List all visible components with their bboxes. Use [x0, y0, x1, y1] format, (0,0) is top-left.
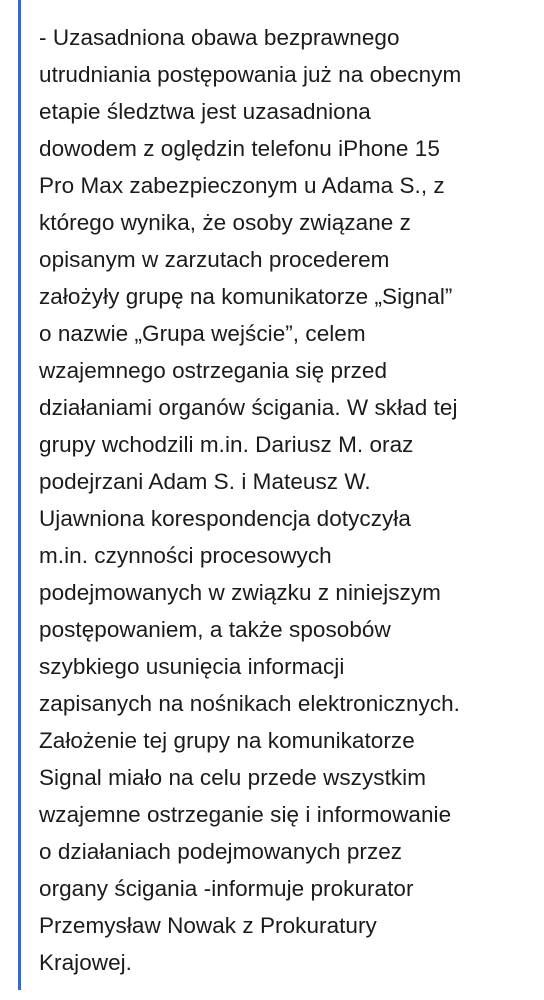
- quote-line: o nazwie „Grupa wejście”, celem: [39, 321, 366, 346]
- quote-line: podejmowanych w związku z niniejszym: [39, 580, 441, 605]
- quote-line: Signal miało na celu przede wszystkim: [39, 765, 427, 790]
- quote-line: o działaniach podejmowanych przez: [39, 839, 403, 864]
- quote-line: wzajemne ostrzeganie się i informowanie: [39, 802, 452, 827]
- quote-line: działaniami organów ścigania. W skład tej: [39, 395, 458, 420]
- quote-line: Przemysław Nowak z Prokuratury: [39, 913, 377, 938]
- quote-line: którego wynika, że osoby związane z: [39, 210, 411, 235]
- quote-line: zapisanych na nośnikach elektronicznych.: [39, 691, 460, 716]
- quote-line: szybkiego usunięcia informacji: [39, 654, 345, 679]
- quote-line: - Uzasadniona obawa bezprawnego: [39, 25, 400, 50]
- quote-line: Pro Max zabezpieczonym u Adama S., z: [39, 173, 445, 198]
- quote-text: [39, 19, 461, 981]
- quote-line: Ujawniona korespondencja dotyczyła: [39, 506, 411, 531]
- quote-line: m.in. czynności procesowych: [39, 543, 332, 568]
- quote-line: postępowaniem, a także sposobów: [39, 617, 391, 642]
- quote-line: Krajowej.: [39, 950, 132, 975]
- quote-line: wzajemnego ostrzegania się przed: [39, 358, 388, 383]
- quote-line: organy ścigania -informuje prokurator: [39, 876, 414, 901]
- quote-line: grupy wchodzili m.in. Dariusz M. oraz: [39, 432, 414, 457]
- quote-line: podejrzani Adam S. i Mateusz W.: [39, 469, 371, 494]
- quote-line: etapie śledztwa jest uzasadniona: [39, 99, 371, 124]
- quote-line: dowodem z oględzin telefonu iPhone 15: [39, 136, 440, 161]
- quote-line: utrudniania postępowania już na obecnym: [39, 62, 462, 87]
- quote-line: opisanym w zarzutach procederem: [39, 247, 390, 272]
- quote-line: założyły grupę na komunikatorze „Signal”: [39, 284, 453, 309]
- quote-line: Założenie tej grupy na komunikatorze: [39, 728, 415, 753]
- quote-accent-bar: [18, 0, 21, 990]
